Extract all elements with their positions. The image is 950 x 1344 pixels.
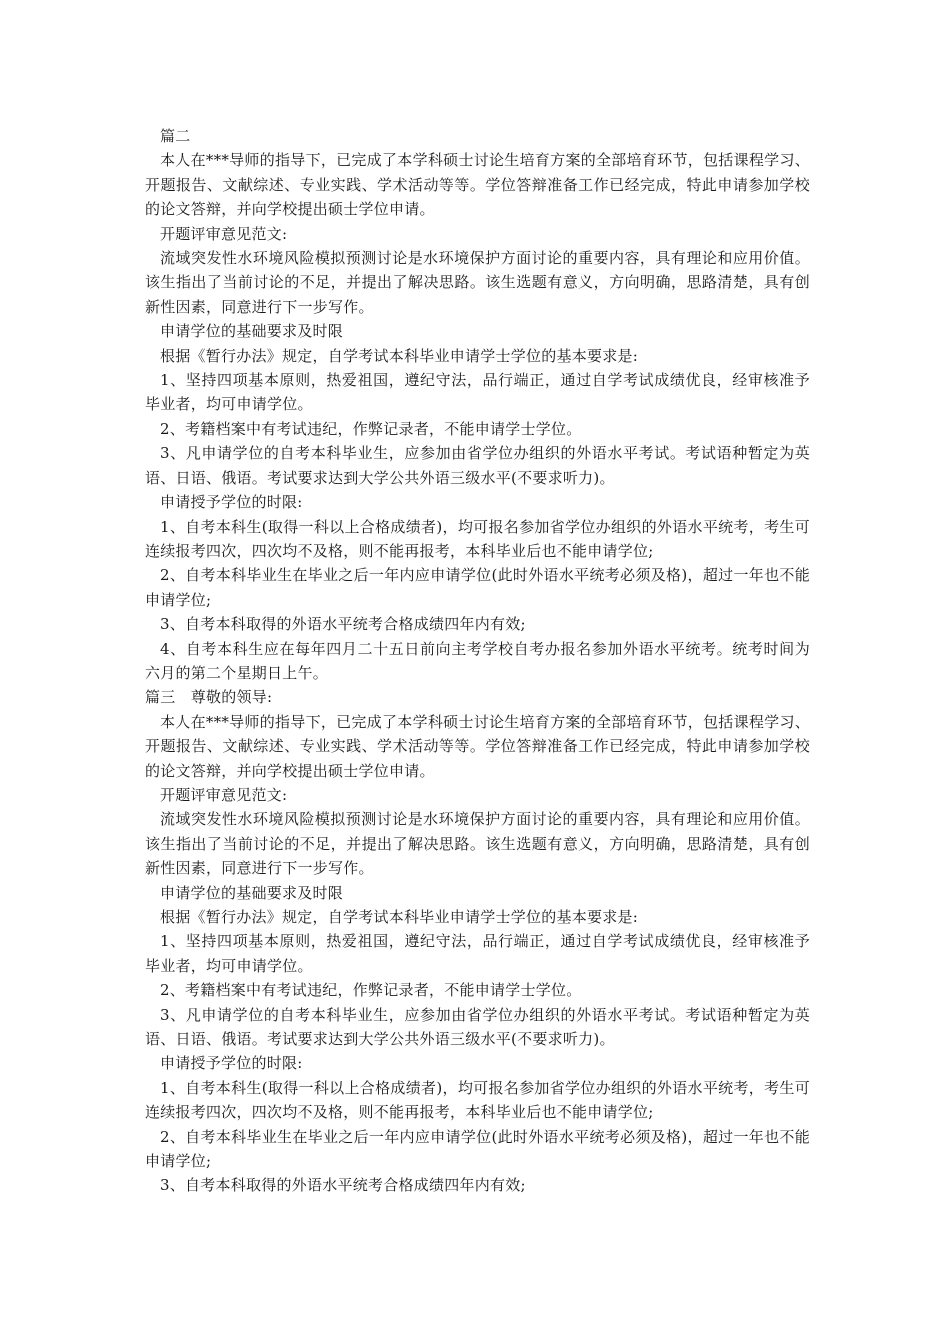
review-opinion-text: 流域突发性水环境风险模拟预测讨论是水环境保护方面讨论的重要内容，具有理论和应用价值。该生指出了当前讨论的不足，并提出了解决思路。该生选题有意义，方向明确，思路清楚，具有创新性因素，同意进行下一步写作。 <box>145 249 810 316</box>
requirement-item-1: 1、坚持四项基本原则，热爱祖国，遵纪守法，品行端正，通过自学考试成绩优良，经审核准予毕业者，均可申请学位。 <box>145 371 810 414</box>
time-limit-item-2: 2、自考本科毕业生在毕业之后一年内应申请学位(此时外语水平统考必须及格)，超过一年也不能申请学位; <box>145 566 810 609</box>
time-limit-item-4: 4、自考本科生应在每年四月二十五日前向主考学校自考办报名参加外语水平统考。统考时间为六月的第二个星期日上午。 <box>145 639 810 682</box>
time-limit-heading: 申请授予学位的时限: <box>160 493 303 512</box>
time-limit-item-1: 1、自考本科生(取得一科以上合格成绩者)，均可报名参加省学位办组织的外语水平统考，考生可连续报考四次，四次均不及格，则不能再报考，本科毕业后也不能申请学位; <box>145 517 810 560</box>
requirement-item-1: 1、坚持四项基本原则，热爱祖国，遵纪守法，品行端正，通过自学考试成绩优良，经审核准予毕业者，均可申请学位。 <box>145 932 810 975</box>
requirement-item-3: 3、凡申请学位的自考本科毕业生，应参加由省学位办组织的外语水平考试。考试语种暂定为英语、日语、俄语。考试要求达到大学公共外语三级水平(不要求听力)。 <box>145 444 810 487</box>
requirement-item-3: 3、凡申请学位的自考本科毕业生，应参加由省学位办组织的外语水平考试。考试语种暂定为英语、日语、俄语。考试要求达到大学公共外语三级水平(不要求听力)。 <box>145 1005 810 1049</box>
review-opinion-text: 流域突发性水环境风险模拟预测讨论是水环境保护方面讨论的重要内容，具有理论和应用价值。该生指出了当前讨论的不足，并提出了解决思路。该生选题有意义，方向明确，思路清楚，具有创新性因素，同意进行下一步写作。 <box>145 810 810 878</box>
time-limit-heading: 申请授予学位的时限: <box>160 1054 303 1073</box>
time-limit-item-1: 1、自考本科生(取得一科以上合格成绩者)，均可报名参加省学位办组织的外语水平统考，考生可连续报考四次，四次均不及格，则不能再报考，本科毕业后也不能申请学位; <box>145 1078 810 1122</box>
time-limit-item-3: 3、自考本科取得的外语水平统考合格成绩四年内有效; <box>160 1176 526 1195</box>
requirement-item-2: 2、考籍档案中有考试违纪，作弊记录者，不能申请学士学位。 <box>160 419 582 438</box>
review-opinion-heading: 开题评审意见范文: <box>160 224 288 243</box>
requirements-intro: 根据《暂行办法》规定，自学考试本科毕业申请学士学位的基本要求是: <box>160 346 639 365</box>
document-page <box>145 124 810 1198</box>
time-limit-item-3: 3、自考本科取得的外语水平统考合格成绩四年内有效; <box>160 615 526 634</box>
requirement-item-2: 2、考籍档案中有考试违纪，作弊记录者，不能申请学士学位。 <box>160 981 582 1000</box>
degree-requirements-heading: 申请学位的基础要求及时限 <box>160 322 344 341</box>
section-three-heading: 篇三 尊敬的领导: <box>145 688 273 707</box>
degree-requirements-heading: 申请学位的基础要求及时限 <box>160 883 344 902</box>
section-two-title: 篇二 <box>160 127 191 145</box>
time-limit-item-2: 2、自考本科毕业生在毕业之后一年内应申请学位(此时外语水平统考必须及格)，超过一年也不能申请学位; <box>145 1127 810 1171</box>
requirements-intro: 根据《暂行办法》规定，自学考试本科毕业申请学士学位的基本要求是: <box>160 908 639 926</box>
application-statement: 本人在***导师的指导下，已完成了本学科硕士讨论生培育方案的全部培育环节，包括课程学习、开题报告、文献综述、专业实践、学术活动等等。学位答辩准备工作已经完成，特此申请参加学校的论文答辩，并向学校提出硕士学位申请。 <box>145 712 810 780</box>
application-statement: 本人在***导师的指导下，已完成了本学科硕士讨论生培育方案的全部培育环节，包括课程学习、开题报告、文献综述、专业实践、学术活动等等。学位答辩准备工作已经完成，特此申请参加学校的论文答辩，并向学校提出硕士学位申请。 <box>145 151 810 219</box>
review-opinion-heading: 开题评审意见范文: <box>160 785 288 804</box>
